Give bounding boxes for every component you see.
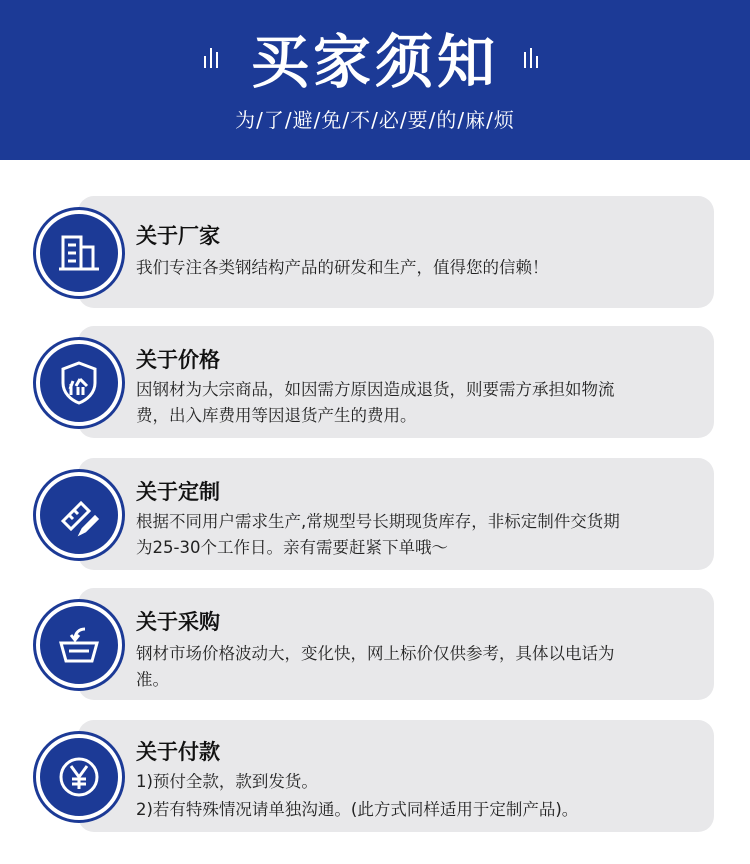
card-text-line: 根据不同用户需求生产,常规型号长期现货库存，非标定制件交货期 xyxy=(136,512,620,531)
card-title: 关于厂家 xyxy=(136,224,220,248)
yen-icon xyxy=(36,734,122,820)
card-text-line: 准。 xyxy=(136,670,169,689)
basket-icon xyxy=(36,602,122,688)
card-title: 关于采购 xyxy=(136,610,220,634)
card-title: 关于付款 xyxy=(136,740,220,764)
page-subtitle: 为/了/避/免/不/必/要/的/麻/烦 xyxy=(235,108,515,132)
card-text-line: 2)若有特殊情况请单独沟通。(此方式同样适用于定制产品)。 xyxy=(136,800,579,819)
card-text-line: 钢材市场价格波动大，变化快，网上标价仅供参考，具体以电话为 xyxy=(136,644,615,663)
card-text-line: 因钢材为大宗商品，如因需方原因造成退货，则要需方承担如物流 xyxy=(136,380,615,399)
building-icon xyxy=(36,210,122,296)
card-title: 关于定制 xyxy=(136,480,220,504)
card-text-line: 1)预付全款，款到发货。 xyxy=(136,772,318,791)
pencil-ruler-icon xyxy=(36,472,122,558)
page-title: 买家须知 xyxy=(250,28,499,96)
notice-card-manufacturer xyxy=(78,196,714,308)
card-text-line: 我们专注各类钢结构产品的研发和生产，值得您的信赖！ xyxy=(136,258,549,277)
card-text-line: 为25-30个工作日。亲有需要赶紧下单哦～ xyxy=(136,538,448,557)
card-title: 关于价格 xyxy=(136,348,220,372)
shield-price-icon xyxy=(36,340,122,426)
header-banner xyxy=(0,0,750,160)
card-text-line: 费，出入库费用等因退货产生的费用。 xyxy=(136,406,417,425)
decor-lines-right xyxy=(524,44,538,68)
